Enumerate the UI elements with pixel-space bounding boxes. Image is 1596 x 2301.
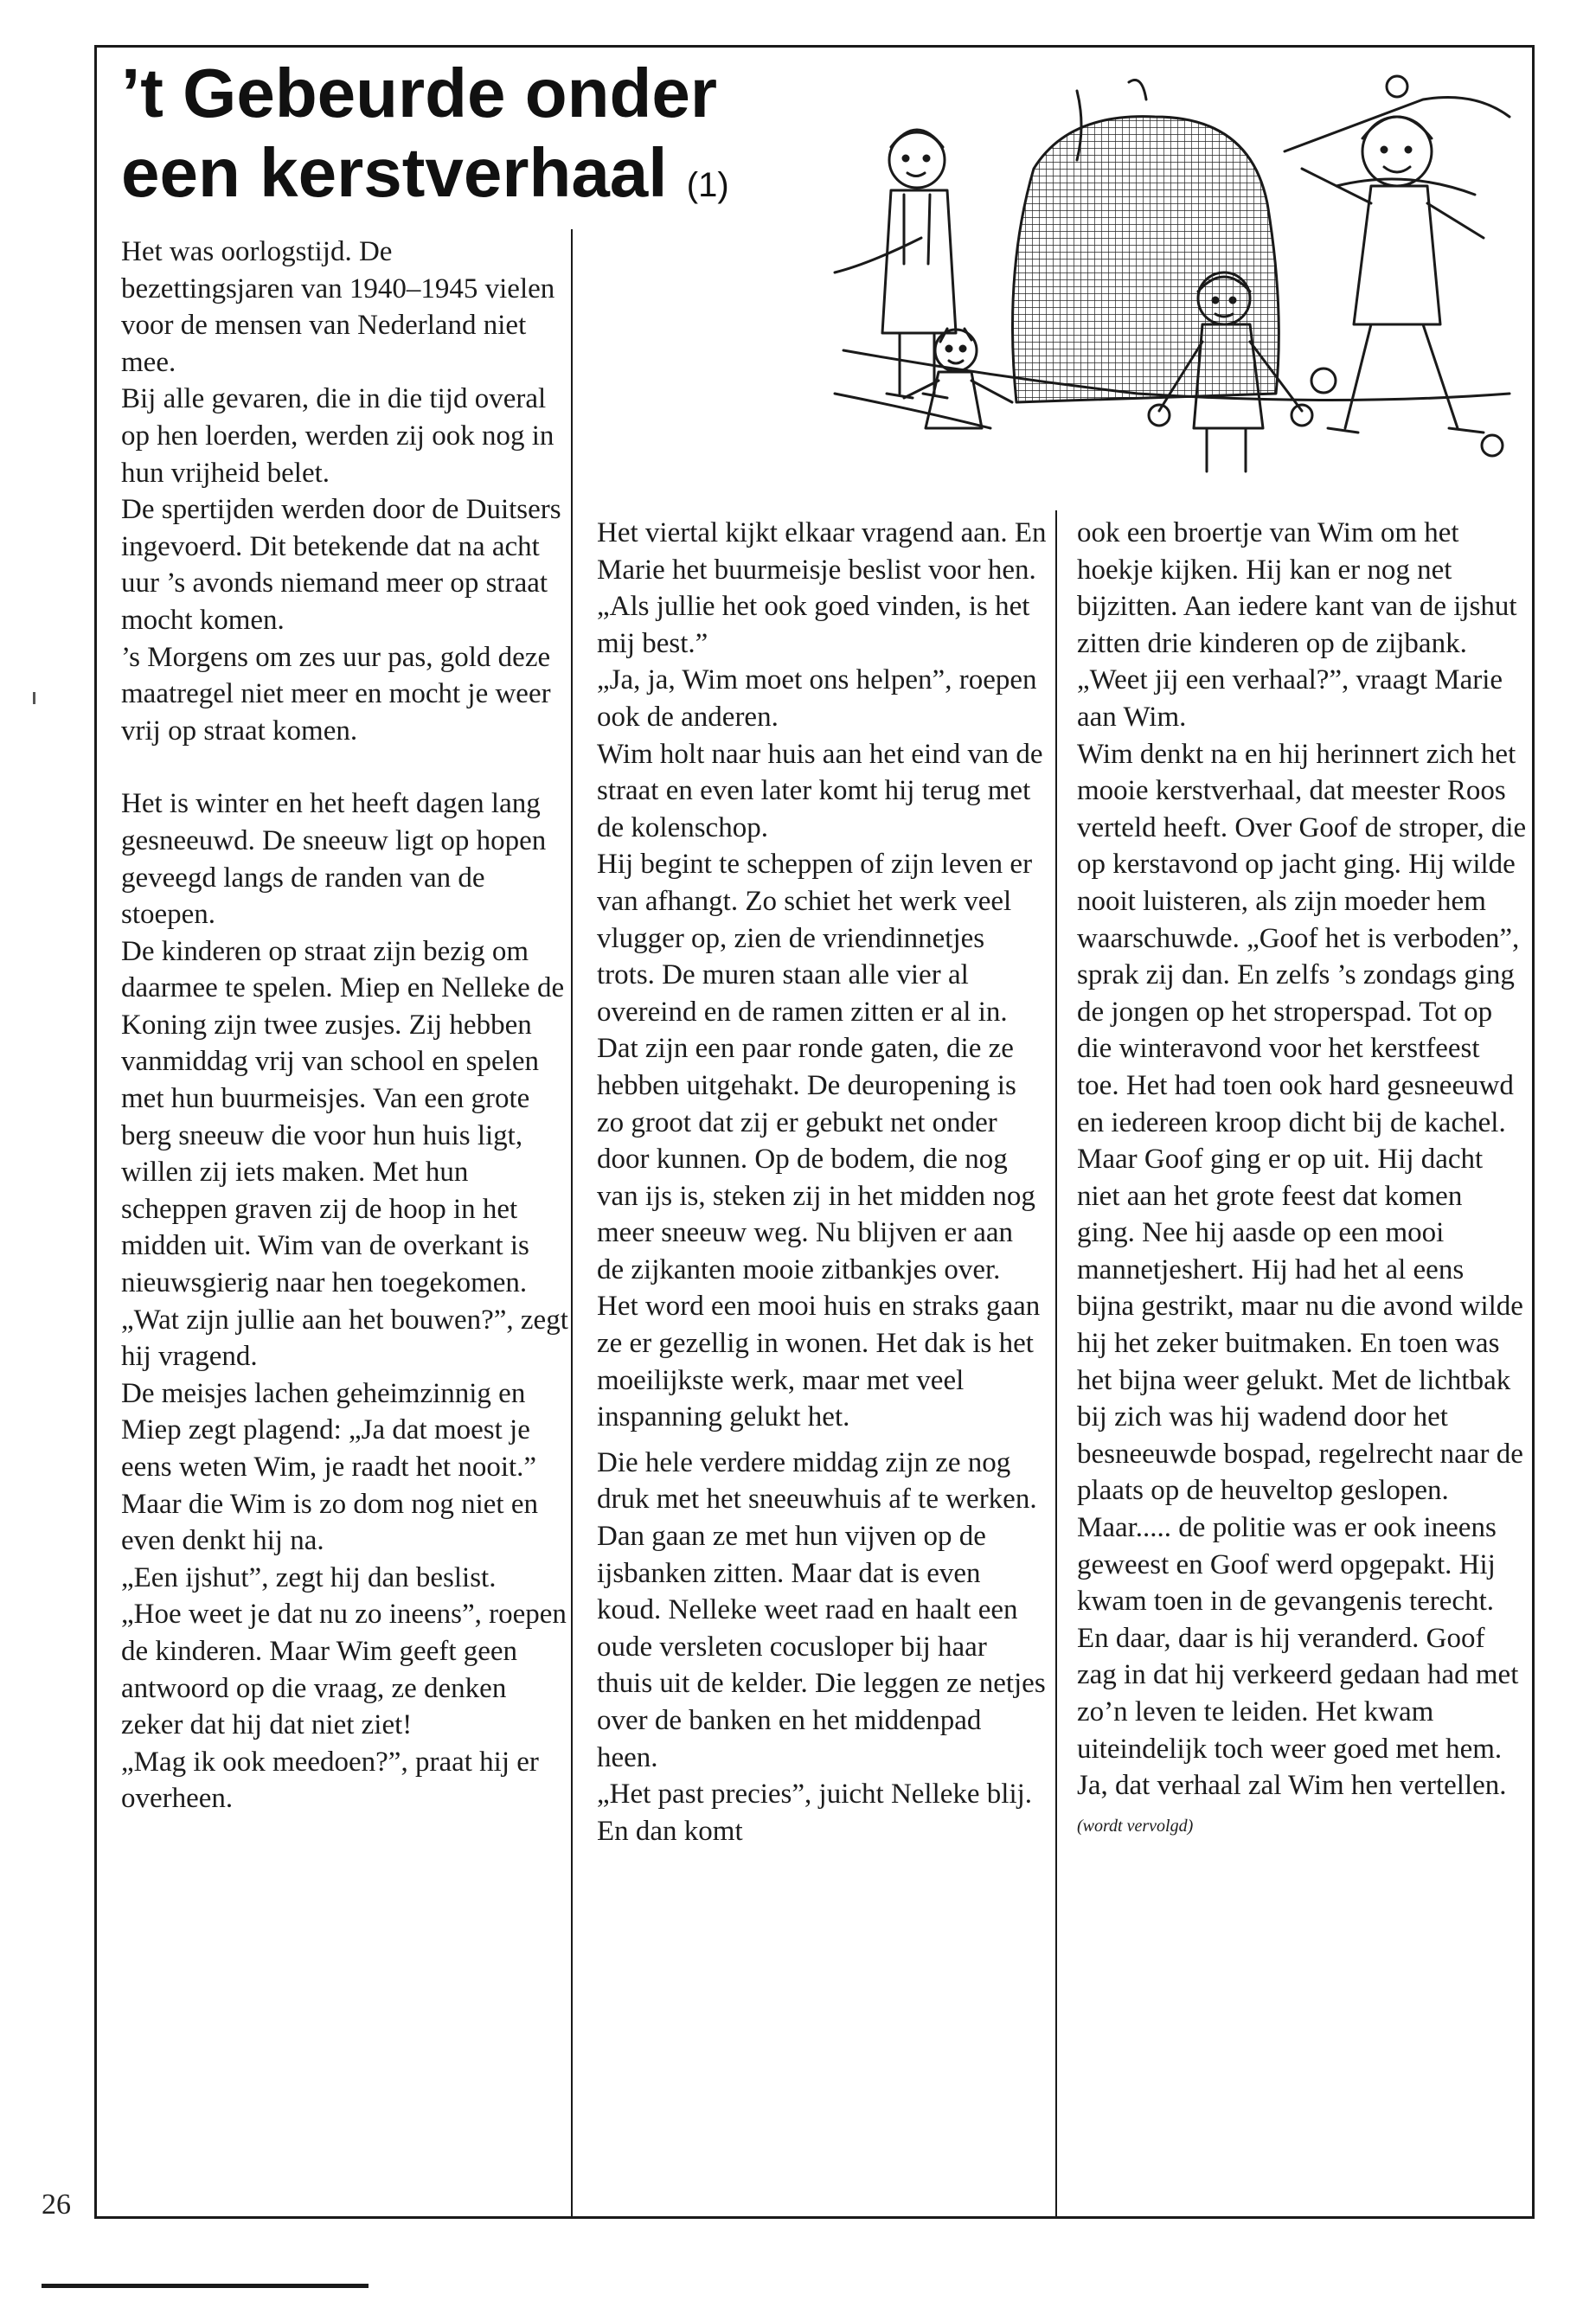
title-line-2: een kerstverhaal	[121, 134, 668, 211]
paragraph: Het is winter en het heeft dagen lang gesneeuwd. De sneeuw ligt op hopen geveegd langs de randen van de stoepen.	[121, 788, 547, 931]
article-column-1	[121, 234, 571, 1817]
paragraph: „Ja, ja, Wim moet ons helpen”, roepen ook de anderen.	[597, 664, 1037, 733]
paragraph: Bij alle gevaren, die in die tijd overal op hen loerden, werden zij ook nog in hun vrijheid belet.	[121, 383, 554, 489]
paragraph: „Als jullie het ook goed vinden, is het mij best.”	[597, 591, 1030, 659]
paragraph: ’s Morgens om zes uur pas, gold deze maatregel niet meer en mocht je weer vrij op straat komen.	[121, 641, 551, 747]
paragraph: De meisjes lachen geheimzinnig en Miep zegt plagend: „Ja dat moest je eens weten Wim, je raadt het nooit.”	[121, 1377, 537, 1483]
column-rule-2	[1055, 510, 1057, 2219]
paragraph: „Een ijshut”, zegt hij dan beslist.	[121, 1561, 497, 1593]
article-column-2	[597, 515, 1047, 1849]
paragraph: Het viertal kijkt elkaar vragend aan. En Marie het buurmeisje beslist voor hen.	[597, 517, 1047, 586]
children-snow-hut-drawing-icon	[817, 65, 1518, 497]
paragraph: ook een broertje van Wim om het hoekje kijken. Hij kan er nog net bijzitten. Aan iedere kant van de ijshut zitten drie kinderen op de zijbank.	[1077, 517, 1517, 659]
paragraph: „Mag ik ook meedoen?”, praat hij er overheen.	[121, 1746, 539, 1815]
paragraph-text: Wim denkt na en hij herinnert zich het mooie kerstverhaal, dat meester Roos verteld heeft. Over Goof de stroper, die op kerstavond op jacht ging. Hij wilde nooit luisteren, als zijn moeder hem waarschuwde. „Goof het is verboden”, sprak zij dan. En zelfs ’s zondags ging de jongen op het stroperspad. Tot op die winteravond voor het kerstfeest toe. Het had toen ook hard gesneeuwd en iedereen kroop dicht bij de kachel. Maar Goof ging er op uit. Hij dacht niet aan het grote feest dat komen ging. Nee hij aasde op een mooi mannetjeshert. Hij had het al eens bijna gestrikt, maar nu die avond wilde hij het zeker buitmaken. En toen was het bijna weer gelukt. Met de lichtbak bij zich was hij wadend door het besneeuwde bospad, regelrecht naar de plaats op de heuveltop geslopen. Maar..... de politie was er ook ineens geweest en Goof werd opgepakt. Hij kwam toen in de gevangenis terecht. En daar, daar is hij veranderd. Goof zag in dat hij verkeerd gedaan had met zo’n leven te leiden. Het kwam uiteindelijk toch weer goed met hem. Ja, dat verhaal zal Wim hen vertellen.	[1077, 738, 1527, 1802]
continued-note: (wordt vervolgd)	[1077, 1816, 1194, 1836]
paragraph: De spertijden werden door de Duitsers ingevoerd. Dit betekende dat na acht uur ’s avonds niemand meer op straat mocht komen.	[121, 494, 561, 636]
paragraph	[1077, 736, 1527, 1845]
paragraph: „Hoe weet je dat nu zo ineens”, roepen de kinderen. Maar Wim geeft geen antwoord op die vraag, ze denken zeker dat hij dat niet ziet!	[121, 1599, 567, 1741]
paragraph: Hij begint te scheppen of zijn leven er van afhangt. Zo schiet het werk veel vlugger op, zien de vriendinnetjes trots. De muren staan alle vier al overeind en de ramen zitten er al in. Dat zijn een paar ronde gaten, die ze hebben uitgehakt. De deuropening is zo groot dat zij er gebukt net onder door kunnen. Op de bodem, die nog van ijs is, steken zij in het midden nog meer sneeuw weg. Nu blijven er aan de zijkanten mooie zitbankjes over. Het word een mooi huis en straks gaan ze er gezellig in wonen. Het dak is het moeilijkste werk, maar met veel inspanning gelukt het.	[597, 849, 1041, 1433]
page-number: 26	[42, 2189, 71, 2221]
paragraph: Maar die Wim is zo dom nog niet en even denkt hij na.	[121, 1488, 538, 1557]
title-line-1: ’t Gebeurde onder	[121, 54, 717, 131]
paragraph: „Weet jij een verhaal?”, vraagt Marie aan Wim.	[1077, 664, 1503, 733]
scan-edge-bar	[42, 2284, 369, 2288]
column-rule-1	[571, 229, 573, 2219]
paragraph: Wim holt naar huis aan het eind van de straat en even later komt hij terug met de kolenschop.	[597, 738, 1043, 843]
article-column-3	[1077, 515, 1527, 1844]
paragraph: Het was oorlogstijd. De bezettingsjaren van 1940–1945 vielen voor de mensen van Nederland niet mee.	[121, 236, 555, 378]
paragraph: Die hele verdere middag zijn ze nog druk met het sneeuwhuis af te werken. Dan gaan ze met hun vijven op de ijsbanken zitten. Maar dat is even koud. Nelleke weet raad en haalt een oude versleten cocusloper bij haar thuis uit de kelder. Die leggen ze netjes over de banken en het middenpad heen.	[597, 1446, 1046, 1773]
article-title	[121, 54, 848, 225]
paragraph: „Het past precies”, juicht Nelleke blij. En dan komt	[597, 1779, 1033, 1847]
margin-mark	[33, 692, 35, 704]
paragraph: De kinderen op straat zijn bezig om daarmee te spelen. Miep en Nelleke de Koning zijn twee zusjes. Zij hebben vanmiddag vrij van school en spelen met hun buurmeisjes. Van een grote berg sneeuw die voor hun huis ligt, willen zij iets maken. Met hun scheppen graven zij de hoop in het midden uit. Wim van de overkant is nieuwsgierig naar hen toegekomen.	[121, 935, 565, 1299]
paragraph: „Wat zijn jullie aan het bouwen?”, zegt hij vragend.	[121, 1304, 568, 1373]
title-part-number: (1)	[686, 166, 729, 204]
